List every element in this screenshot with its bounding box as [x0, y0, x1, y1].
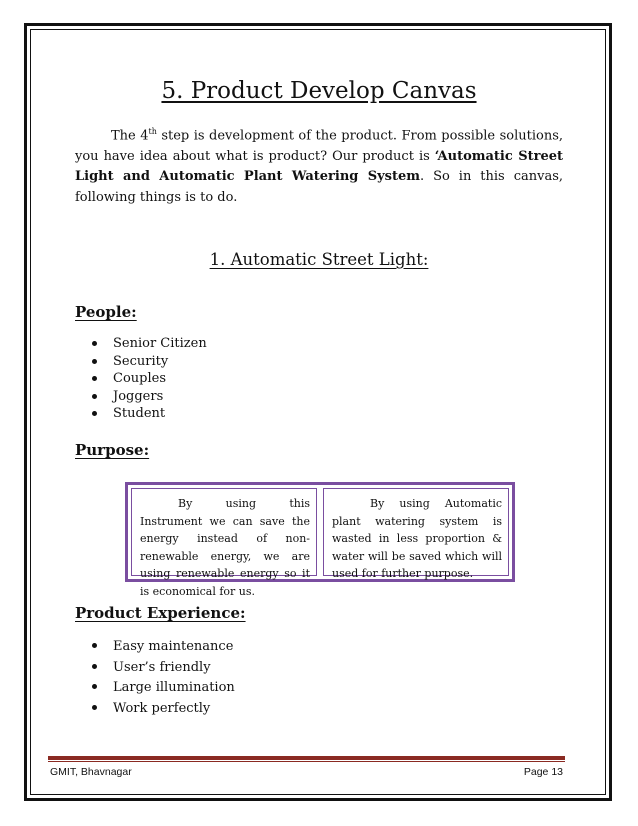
list-item: Security [92, 353, 207, 371]
page-footer [50, 766, 563, 778]
intro-text-2: step is development of the product. From possible solutions, you have idea about what is product? Our product is [75, 128, 564, 164]
intro-superscript: th [148, 127, 157, 136]
page-title: 5. Product Develop Canvas [161, 78, 477, 104]
list-item: Easy maintenance [92, 637, 235, 658]
list-item: Work perfectly [92, 699, 235, 720]
experience-list [92, 637, 235, 719]
list-item: User’s friendly [92, 658, 235, 679]
purpose-right-text: By using Automatic plant watering system is wasted in less proportion & water will be saved which will used for further purpose. [332, 497, 502, 580]
list-item: Student [92, 405, 207, 423]
purpose-table [125, 482, 515, 598]
list-item: Couples [92, 370, 207, 388]
purpose-cell-right [323, 488, 509, 580]
purpose-heading: Purpose: [75, 441, 150, 459]
experience-heading: Product Experience: [75, 604, 246, 622]
list-item: Joggers [92, 388, 207, 406]
intro-paragraph [75, 122, 563, 208]
footer-rule [48, 756, 565, 760]
product-name: ‘Automatic Street Light and Automatic Plant Watering System [75, 148, 563, 185]
intro-text-1: The 4 [111, 128, 149, 144]
page-number: Page 13 [523, 766, 563, 778]
footer-institution: GMIT, Bhavnagar [50, 766, 132, 778]
section-subtitle: 1. Automatic Street Light: [209, 250, 429, 269]
people-heading: People: [75, 303, 137, 321]
intro-text-3: . So in this canvas, following things is to do. [75, 169, 563, 205]
list-item: Large illumination [92, 678, 235, 699]
list-item: Senior Citizen [92, 335, 207, 353]
purpose-left-text: By using this Instrument we can save the energy instead of non-renewable energy, we are using renewable energy so it is economical for us. [140, 497, 310, 598]
people-list [92, 335, 207, 423]
purpose-cell-left [131, 488, 317, 598]
